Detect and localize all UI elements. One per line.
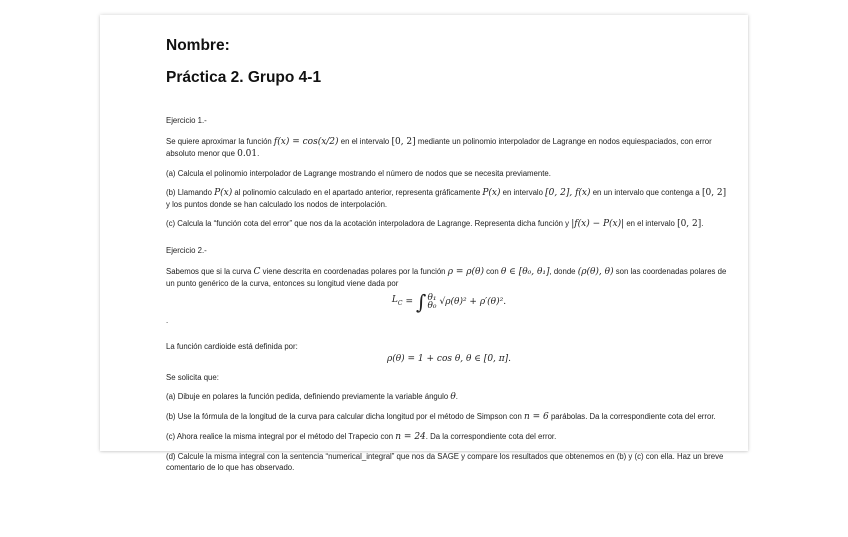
text: en el intervalo <box>624 219 678 228</box>
text: (c) Ahora realice la misma integral por el método del Trapecio con <box>166 432 396 441</box>
text: en el intervalo <box>338 137 392 146</box>
exercise1-intro <box>166 136 732 160</box>
text: en intervalo <box>500 188 546 197</box>
math-interval: [0, 2], f(x) <box>545 188 591 198</box>
integral-limits <box>427 294 436 310</box>
text: . <box>455 392 458 401</box>
exercise1-part-c <box>166 218 732 230</box>
math-interval: [0, 2] <box>701 188 727 198</box>
math-abs: |f(x) − P(x)| <box>571 219 625 229</box>
cardioid-text: La función cardioide está definida por: <box>166 342 298 351</box>
formula-lhs-sub: C <box>397 299 403 307</box>
text: mediante un polinomio interpolador de Lagrange en nodos equiespaciados, con error absoluto menor que <box>166 137 712 158</box>
exercise2-part-a <box>166 391 732 403</box>
math-interval: [0, 2] <box>677 219 702 229</box>
math-error: 0.01 <box>237 149 258 159</box>
formula-lhs <box>392 293 403 311</box>
asks-text: Se solicita que: <box>166 373 219 382</box>
upper-limit: θ₁ <box>427 293 437 303</box>
exercises-body <box>166 115 732 473</box>
formula-equals: = <box>405 297 414 307</box>
stray-dot: . <box>166 316 169 325</box>
math-theta-range: θ ∈ [θ₀, θ₁] <box>500 267 550 277</box>
text: . <box>257 149 260 158</box>
text: Se quiere aproximar la función <box>166 137 274 146</box>
math-n: n = 6 <box>524 412 549 422</box>
text: y los puntos donde se han calculado los nodos de interpolación. <box>166 200 388 209</box>
exercise1-heading: Ejercicio 1.- <box>166 116 207 125</box>
text: . <box>701 219 704 228</box>
text: Sabemos que si la curva <box>166 267 254 276</box>
text: (c) Calcula la “función cota del error” que nos da la acotación interpoladora de Lagrange. Representa dicha función y <box>166 219 572 228</box>
text: (b) Llamando <box>166 188 215 197</box>
formula-lhs-symbol: L <box>391 295 398 306</box>
math-px: P(x) <box>214 188 233 198</box>
text: (a) Dibuje en polares la función pedida, definiendo previamente la variable ángulo <box>166 392 451 401</box>
text: viene descrita en coordenadas polares por la función <box>260 267 448 276</box>
math-curve: C <box>253 267 261 277</box>
exercise2-part-b <box>166 411 732 423</box>
name-label: Nombre: <box>166 37 230 54</box>
text: (b) Use la fórmula de la longitud de la curva para calcular dicha longitud por el método de Simpson con <box>166 412 524 421</box>
math-n: n = 24 <box>395 432 426 442</box>
exercise2-heading: Ejercicio 2.- <box>166 246 207 255</box>
math-rho: ρ = ρ(θ) <box>447 267 484 277</box>
cardioid-formula-text: ρ(θ) = 1 + cos θ, θ ∈ [0, π]. <box>386 354 512 364</box>
exercise1-part-b <box>166 187 732 210</box>
exercise2-part-c <box>166 431 732 443</box>
exercise2-part-d: (d) Calcule la misma integral con la sentencia “numerical_integral” que nos da SAGE y compare los resultados que obtenemos en (b) y (c) con ella. Haz un breve comentario de lo que has observado. <box>166 452 724 472</box>
cardioid-formula <box>166 352 732 366</box>
math-coords: (ρ(θ), θ) <box>577 267 614 277</box>
text: parábolas. Da la correspondiente cota del error. <box>548 412 716 421</box>
exercise2-intro <box>166 266 732 289</box>
lower-limit: θ₀ <box>427 301 437 311</box>
exercise1-part-a: (a) Calcula el polinomio interpolador de Lagrange mostrando el número de nodos que se necesita previamente. <box>166 169 551 178</box>
text: son las coordenadas polares de un punto genérico de la curva, entonces su longitud viene dada por <box>166 267 727 288</box>
page-title: Práctica 2. Grupo 4-1 <box>166 69 322 86</box>
integral-sign-icon: ∫ <box>416 290 427 314</box>
arc-length-formula <box>166 289 732 315</box>
text: . Da la correspondiente cota del error. <box>425 432 557 441</box>
formula-integrand: √ρ(θ)² + ρ′(θ)². <box>439 297 507 307</box>
text: , donde <box>549 267 578 276</box>
math-theta: θ <box>450 392 456 402</box>
math-func: f(x) = cos(x/2) <box>273 137 339 147</box>
text: con <box>483 267 501 276</box>
text: al polinomio calculado en el apartado anterior, representa gráficamente <box>232 188 483 197</box>
math-interval: [0, 2] <box>391 137 416 147</box>
text: en un intervalo que contenga a <box>590 188 702 197</box>
document-page <box>100 15 748 472</box>
math-px: P(x) <box>482 188 501 198</box>
